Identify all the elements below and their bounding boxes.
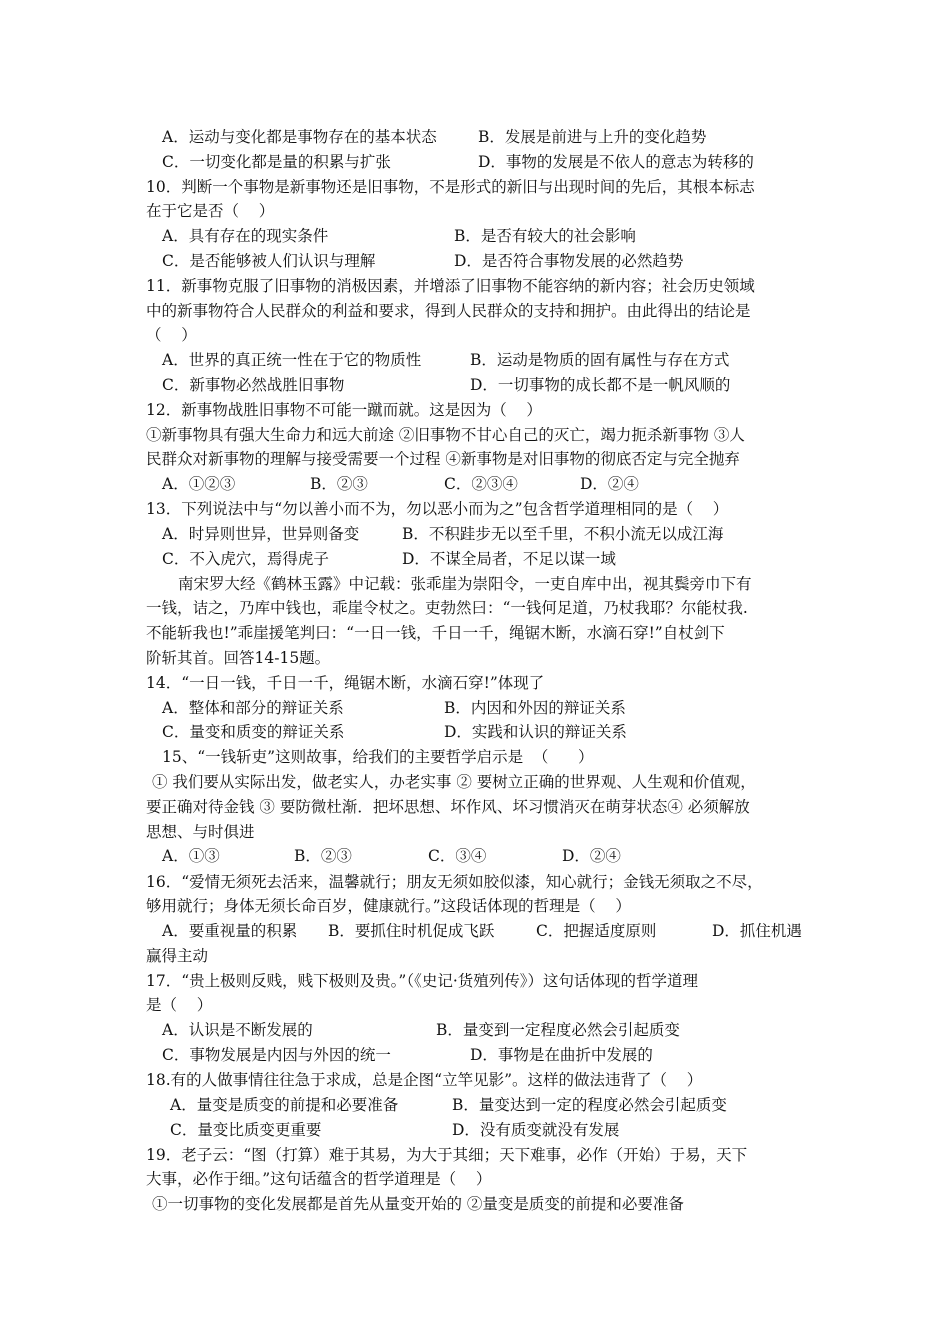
passage-line-3: 不能斩我也!”乖崖援笔判曰：“一日一钱，千日一千，绳锯木断，水滴石穿!”自杖剑下	[146, 624, 725, 642]
q14-option-d: D．实践和认识的辩证关系	[444, 723, 627, 741]
q15-option-b: B．②③	[294, 847, 352, 865]
q17-stem: 17．“贵上极则反贱，贱下极则及贵。”（《史记·货殖列传》）这句话体现的哲学道理	[146, 972, 699, 990]
q17-stem-cont: 是（ ）	[146, 996, 213, 1014]
q18-stem: 18.有的人做事情往往急于求成，总是企图“立竿见影”。这样的做法违背了（ ）	[146, 1071, 703, 1089]
q10-option-b: B．是否有较大的社会影响	[454, 227, 636, 245]
q11-option-b: B．运动是物质的固有属性与存在方式	[470, 351, 730, 369]
q16-stem: 16．“爱情无须死去活来，温馨就行；朋友无须如胶似漆，知心就行；金钱无须取之不尽，	[146, 873, 763, 891]
q18-option-d: D．没有质变就没有发展	[452, 1121, 620, 1139]
q17-option-c: C．事物发展是内因与外因的统一	[162, 1046, 391, 1064]
q14-option-a: A．整体和部分的辩证关系	[162, 699, 344, 717]
q9-option-a: A．运动与变化都是事物存在的基本状态	[162, 128, 437, 146]
q15-statements-end: 思想、与时俱进	[146, 823, 255, 841]
q11-option-a: A．世界的真正统一性在于它的物质性	[162, 351, 422, 369]
q13-option-a: A．时异则世异，世异则备变	[162, 525, 360, 543]
q10-option-a: A．具有存在的现实条件	[162, 227, 329, 245]
q16-option-d-cont: 赢得主动	[146, 947, 209, 965]
q16-option-b: B．要抓住时机促成飞跃	[328, 922, 495, 940]
q19-stem-cont: 大事，必作于细。”这句话蕴含的哲学道理是（ ）	[146, 1170, 492, 1188]
q15-statements-cont: 要正确对待金钱 ③ 要防微杜渐．把坏思想、坏作风、坏习惯消灭在萌芽状态④ 必须解放	[146, 798, 750, 816]
q17-option-d: D．事物是在曲折中发展的	[470, 1046, 653, 1064]
q11-option-d: D．一切事物的成长都不是一帆风顺的	[470, 376, 731, 394]
q16-option-a: A．要重视量的积累	[162, 922, 298, 940]
q11-stem-cont: 中的新事物符合人民群众的利益和要求，得到人民群众的支持和拥护。由此得出的结论是	[146, 302, 751, 320]
q12-option-d: D．②④	[580, 475, 639, 493]
q12-statements-cont: 民群众对新事物的理解与接受需要一个过程 ④新事物是对旧事物的彻底否定与完全抛弃	[146, 450, 740, 468]
q11-stem: 11．新事物克服了旧事物的消极因素，并增添了旧事物不能容纳的新内容；社会历史领域	[146, 277, 755, 295]
q16-stem-cont: 够用就行；身体无须长命百岁，健康就行。”这段话体现的哲理是（ ）	[146, 897, 631, 915]
q18-option-c: C．量变比质变更重要	[170, 1121, 322, 1139]
q10-option-c: C．是否能够被人们认识与理解	[162, 252, 376, 270]
q15-stem: 15、“一钱斩吏”这则故事，给我们的主要哲学启示是 （ ）	[162, 748, 594, 766]
q12-stem: 12．新事物战胜旧事物不可能一蹴而就。这是因为（ ）	[146, 401, 542, 419]
q12-option-a: A．①②③	[162, 475, 236, 493]
passage-line-1: 南宋罗大经《鹤林玉露》中记载：张乖崖为崇阳令，一吏自库中出，视其鬓旁巾下有	[178, 575, 752, 593]
q15-statements: ① 我们要从实际出发，做老实人，办老实事 ② 要树立正确的世界观、人生观和价值观，	[152, 773, 756, 791]
q9-option-c: C．一切变化都是量的积累与扩张	[162, 153, 391, 171]
q19-stem: 19．老子云：“图（打算）难于其易，为大于其细；天下难事，必作（开始）于易，天下	[146, 1146, 748, 1164]
q9-option-d: D．事物的发展是不依人的意志为转移的	[478, 153, 754, 171]
q9-option-b: B．发展是前进与上升的变化趋势	[478, 128, 707, 146]
q16-option-c: C．把握适度原则	[536, 922, 657, 940]
q11-option-c: C．新事物必然战胜旧事物	[162, 376, 345, 394]
q10-stem: 10．判断一个事物是新事物还是旧事物，不是形式的新旧与出现时间的先后，其根本标志	[146, 178, 755, 196]
q11-answer-bracket: （ ）	[146, 326, 197, 344]
passage-line-4: 阶斩其首。回答14-15题。	[146, 649, 331, 667]
q15-option-d: D．②④	[562, 847, 621, 865]
q14-option-b: B．内因和外因的辩证关系	[444, 699, 626, 717]
q10-option-d: D．是否符合事物发展的必然趋势	[454, 252, 684, 270]
q12-statements: ①新事物具有强大生命力和远大前途 ②旧事物不甘心自己的灭亡，竭力扼杀新事物 ③人	[146, 426, 745, 444]
q12-option-c: C．②③④	[444, 475, 518, 493]
q12-option-b: B．②③	[310, 475, 368, 493]
q17-option-a: A．认识是不断发展的	[162, 1021, 313, 1039]
q13-option-d: D．不谋全局者，不足以谋一域	[402, 550, 616, 568]
q13-option-b: B．不积跬步无以至千里，不积小流无以成江海	[402, 525, 724, 543]
q15-option-a: A．①③	[162, 847, 220, 865]
q14-option-c: C．量变和质变的辩证关系	[162, 723, 345, 741]
q18-option-b: B．量变达到一定的程度必然会引起质变	[452, 1096, 727, 1114]
passage-line-2: 一钱，诘之，乃库中钱也，乖崖令杖之。吏勃然曰：“一钱何足道，乃杖我耶？尔能杖我.	[146, 599, 748, 617]
q16-option-d: D．抓住机遇	[712, 922, 802, 940]
q19-statements: ①一切事物的变化发展都是首先从量变开始的 ②量变是质变的前提和必要准备	[152, 1195, 684, 1213]
q18-option-a: A．量变是质变的前提和必要准备	[170, 1096, 399, 1114]
q17-option-b: B．量变到一定程度必然会引起质变	[436, 1021, 680, 1039]
q13-option-c: C．不入虎穴，焉得虎子	[162, 550, 329, 568]
q13-stem: 13．下列说法中与“勿以善小而不为，勿以恶小而为之”包含哲学道理相同的是（ ）	[146, 500, 729, 518]
q15-option-c: C．③④	[428, 847, 487, 865]
q14-stem: 14．“一日一钱，千日一千，绳锯木断，水滴石穿!”体现了	[146, 674, 545, 692]
q10-stem-cont: 在于它是否（ ）	[146, 202, 275, 220]
